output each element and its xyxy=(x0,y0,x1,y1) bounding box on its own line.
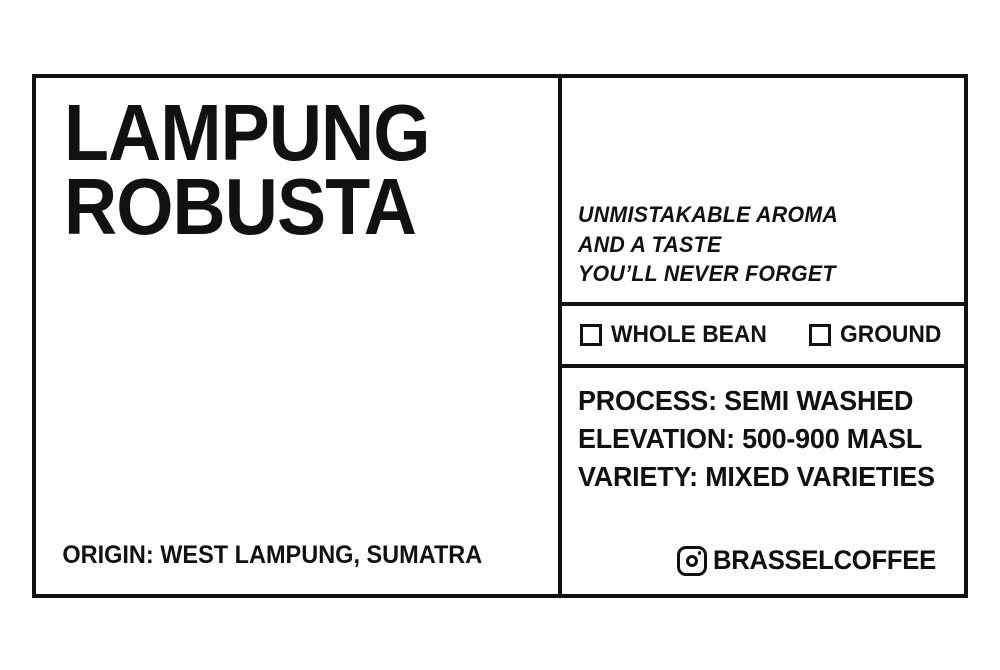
label-left-panel xyxy=(36,78,562,594)
grind-option-ground[interactable] xyxy=(809,321,947,349)
specs-block xyxy=(562,368,964,594)
tagline-line-2: AND A TASTE xyxy=(578,231,722,257)
tagline-line-1: UNMISTAKABLE AROMA xyxy=(578,202,839,228)
label-right-panel xyxy=(562,78,964,594)
social-handle-row[interactable] xyxy=(677,545,948,576)
ground-label: GROUND xyxy=(839,321,941,348)
instagram-icon xyxy=(677,546,707,576)
social-handle-text: BRASSELCOFFEE xyxy=(713,545,937,575)
product-name-line-2: ROBUSTA xyxy=(64,161,417,251)
grind-selection-row xyxy=(562,306,964,368)
coffee-label-card xyxy=(32,74,968,598)
origin-text: ORIGIN: WEST LAMPUNG, SUMATRA xyxy=(62,541,483,569)
spec-elevation: ELEVATION: 500-900 MASL xyxy=(578,423,923,455)
tagline-block xyxy=(562,78,964,306)
tagline-line-3: YOU’LL NEVER FORGET xyxy=(578,260,836,286)
whole-bean-label: WHOLE BEAN xyxy=(610,321,767,348)
product-name-line-1: LAMPUNG xyxy=(64,88,430,177)
ground-checkbox[interactable] xyxy=(809,324,831,346)
spec-process: PROCESS: SEMI WASHED xyxy=(578,385,914,416)
whole-bean-checkbox[interactable] xyxy=(580,324,602,346)
grind-option-whole-bean[interactable] xyxy=(580,321,775,349)
spec-variety: VARIETY: MIXED VARIETIES xyxy=(578,461,935,493)
product-name xyxy=(36,78,558,251)
